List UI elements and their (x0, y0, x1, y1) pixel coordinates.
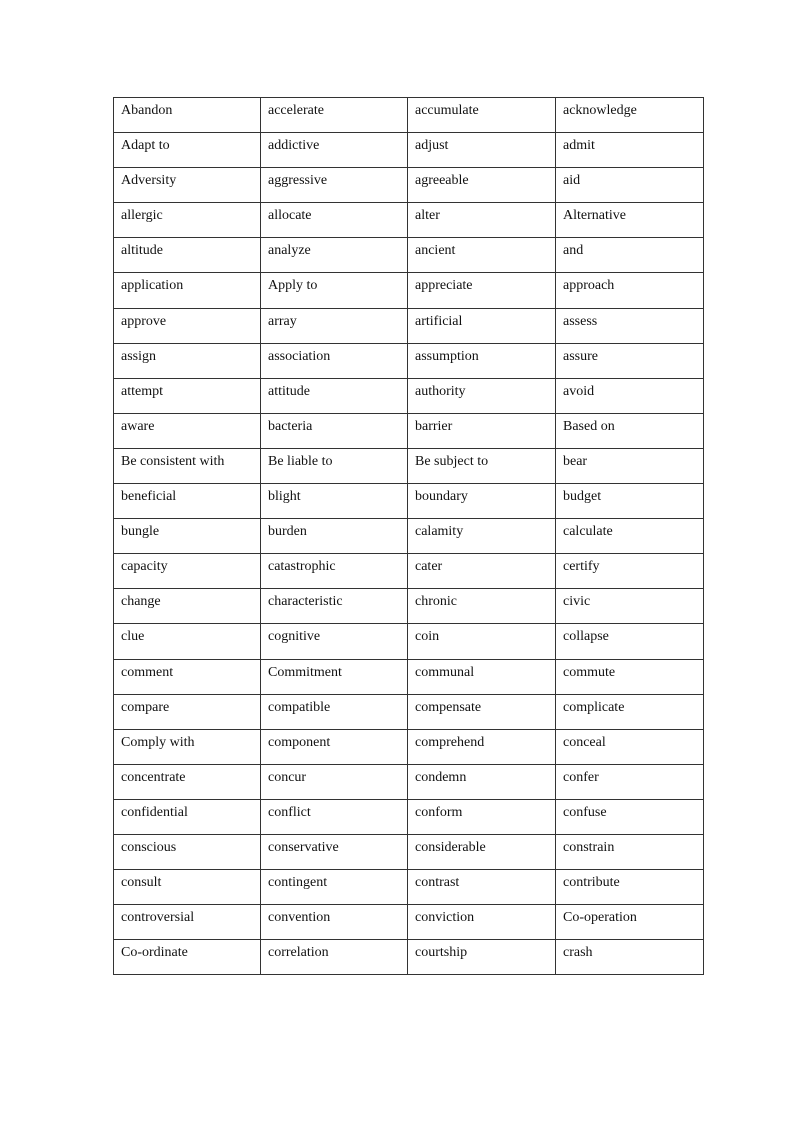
vocabulary-word: analyze (268, 243, 311, 259)
table-row (114, 519, 704, 554)
table-row (114, 308, 704, 343)
table-cell (408, 273, 556, 308)
vocabulary-word: addictive (268, 138, 320, 154)
table-row (114, 799, 704, 834)
table-cell (556, 484, 704, 519)
vocabulary-word: comprehend (415, 734, 485, 750)
vocabulary-word: burden (268, 524, 307, 540)
vocabulary-word: condemn (415, 769, 467, 785)
vocabulary-word: constrain (563, 839, 615, 855)
table-cell (556, 308, 704, 343)
table-cell (408, 448, 556, 483)
vocabulary-word: assumption (415, 348, 479, 364)
vocabulary-word: confer (563, 769, 599, 785)
vocabulary-word: approve (121, 313, 167, 329)
vocabulary-word: contribute (563, 875, 620, 891)
table-row (114, 834, 704, 869)
vocabulary-word: calculate (563, 524, 613, 540)
vocabulary-word: comment (121, 664, 174, 680)
table-cell (556, 168, 704, 203)
vocabulary-word: collapse (563, 629, 609, 645)
table-cell (114, 870, 261, 905)
table-cell (556, 870, 704, 905)
vocabulary-word: blight (268, 489, 301, 505)
vocabulary-word: Based on (563, 418, 615, 434)
vocabulary-word: assure (563, 348, 598, 364)
table-cell (114, 799, 261, 834)
table-cell (261, 834, 408, 869)
table-cell (261, 905, 408, 940)
vocabulary-word: allocate (268, 208, 312, 224)
vocabulary-word: beneficial (121, 489, 177, 505)
table-cell (556, 940, 704, 975)
table-cell (261, 659, 408, 694)
vocabulary-word: controversial (121, 910, 195, 926)
vocabulary-word: Co-ordinate (121, 945, 188, 961)
table-cell (114, 624, 261, 659)
vocabulary-word: Be subject to (415, 453, 489, 469)
vocabulary-word: Be consistent with (121, 453, 225, 469)
table-cell (114, 203, 261, 238)
table-cell (408, 98, 556, 133)
vocabulary-word: component (268, 734, 331, 750)
table-cell (261, 554, 408, 589)
vocabulary-word: bear (563, 453, 588, 469)
table-cell (408, 870, 556, 905)
vocabulary-word: concur (268, 769, 307, 785)
table-cell (556, 378, 704, 413)
vocabulary-word: clue (121, 629, 145, 645)
vocabulary-word: association (268, 348, 331, 364)
table-cell (114, 133, 261, 168)
vocabulary-word: cognitive (268, 629, 321, 645)
table-cell (261, 203, 408, 238)
vocabulary-word: accelerate (268, 103, 324, 118)
vocabulary-word: conform (415, 804, 463, 820)
vocabulary-table (113, 97, 704, 975)
table-cell (408, 484, 556, 519)
vocabulary-word: allergic (121, 208, 163, 224)
table-cell (556, 659, 704, 694)
vocabulary-word: compare (121, 699, 170, 715)
vocabulary-word: conflict (268, 804, 311, 820)
table-cell (114, 659, 261, 694)
vocabulary-word: Adapt to (121, 138, 170, 154)
table-cell (408, 624, 556, 659)
table-cell (114, 448, 261, 483)
table-cell (261, 378, 408, 413)
table-cell (261, 133, 408, 168)
table-cell (556, 729, 704, 764)
table-cell (408, 203, 556, 238)
vocabulary-word: admit (563, 138, 595, 154)
vocabulary-word: ancient (415, 243, 456, 259)
table-row (114, 168, 704, 203)
vocabulary-word: compensate (415, 699, 482, 715)
table-cell (408, 238, 556, 273)
vocabulary-word: attitude (268, 383, 310, 399)
table-cell (408, 905, 556, 940)
table-cell (261, 799, 408, 834)
table-cell (261, 624, 408, 659)
table-cell (556, 98, 704, 133)
vocabulary-word: communal (415, 664, 475, 680)
table-row (114, 729, 704, 764)
table-cell (114, 484, 261, 519)
vocabulary-word: aware (121, 418, 155, 434)
table-cell (556, 834, 704, 869)
table-cell (114, 694, 261, 729)
vocabulary-word: civic (563, 594, 591, 610)
vocabulary-word: aggressive (268, 173, 328, 189)
table-cell (114, 238, 261, 273)
vocabulary-word: Comply with (121, 734, 195, 750)
vocabulary-word: capacity (121, 559, 168, 575)
vocabulary-word: coin (415, 629, 440, 645)
table-cell (556, 519, 704, 554)
table-cell (556, 133, 704, 168)
table-cell (114, 343, 261, 378)
table-row (114, 589, 704, 624)
vocabulary-word: crash (563, 945, 593, 961)
vocabulary-word: catastrophic (268, 559, 336, 575)
vocabulary-word: courtship (415, 945, 468, 961)
table-row (114, 624, 704, 659)
vocabulary-word: acknowledge (563, 103, 637, 118)
table-cell (261, 484, 408, 519)
table-cell (408, 133, 556, 168)
table-cell (261, 238, 408, 273)
vocabulary-word: application (121, 278, 184, 294)
table-row (114, 764, 704, 799)
vocabulary-word: change (121, 594, 161, 610)
vocabulary-word: appreciate (415, 278, 473, 294)
table-row (114, 98, 704, 133)
vocabulary-word: aid (563, 173, 581, 189)
table-cell (556, 764, 704, 799)
table-cell (556, 554, 704, 589)
table-cell (114, 273, 261, 308)
table-row (114, 413, 704, 448)
table-cell (114, 834, 261, 869)
vocabulary-word: agreeable (415, 173, 469, 189)
table-row (114, 448, 704, 483)
table-cell (556, 343, 704, 378)
table-cell (114, 413, 261, 448)
table-cell (114, 98, 261, 133)
table-row (114, 870, 704, 905)
vocabulary-word: approach (563, 278, 615, 294)
vocabulary-word: barrier (415, 418, 453, 434)
table-cell (408, 589, 556, 624)
table-cell (408, 378, 556, 413)
table-row (114, 203, 704, 238)
table-cell (556, 799, 704, 834)
table-cell (408, 343, 556, 378)
table-cell (261, 343, 408, 378)
vocabulary-word: Alternative (563, 208, 626, 224)
table-cell (408, 308, 556, 343)
table-row (114, 238, 704, 273)
vocabulary-word: avoid (563, 383, 595, 399)
vocabulary-word: Co-operation (563, 910, 637, 926)
table-row (114, 273, 704, 308)
table-cell (261, 98, 408, 133)
vocabulary-word: contrast (415, 875, 460, 891)
vocabulary-word: array (268, 313, 297, 329)
table-cell (261, 729, 408, 764)
vocabulary-word: conscious (121, 839, 177, 855)
table-row (114, 133, 704, 168)
table-cell (114, 589, 261, 624)
table-cell (261, 448, 408, 483)
vocabulary-word: alter (415, 208, 440, 224)
table-cell (556, 589, 704, 624)
table-row (114, 940, 704, 975)
table-row (114, 378, 704, 413)
vocabulary-word: considerable (415, 839, 486, 855)
table-cell (556, 448, 704, 483)
table-cell (114, 905, 261, 940)
table-row (114, 659, 704, 694)
table-cell (556, 273, 704, 308)
vocabulary-word: conceal (563, 734, 606, 750)
vocabulary-word: Apply to (268, 278, 318, 294)
table-cell (556, 413, 704, 448)
vocabulary-word: calamity (415, 524, 464, 540)
vocabulary-word: bacteria (268, 418, 313, 434)
table-row (114, 554, 704, 589)
vocabulary-word: characteristic (268, 594, 343, 610)
vocabulary-word: attempt (121, 383, 163, 399)
table-cell (408, 659, 556, 694)
table-cell (556, 238, 704, 273)
table-cell (261, 940, 408, 975)
table-row (114, 905, 704, 940)
table-cell (261, 589, 408, 624)
table-row (114, 343, 704, 378)
vocabulary-word: confuse (563, 804, 607, 820)
table-cell (114, 729, 261, 764)
table-cell (114, 940, 261, 975)
table-cell (261, 308, 408, 343)
vocabulary-word: Commitment (268, 664, 342, 680)
table-cell (408, 729, 556, 764)
vocabulary-word: adjust (415, 138, 449, 154)
vocabulary-word: budget (563, 489, 602, 505)
vocabulary-word: consult (121, 875, 162, 891)
table-cell (408, 834, 556, 869)
vocabulary-word: confidential (121, 804, 188, 820)
vocabulary-word: Be liable to (268, 453, 333, 469)
table-cell (114, 378, 261, 413)
table-cell (556, 905, 704, 940)
table-cell (556, 624, 704, 659)
vocabulary-word: assign (121, 348, 156, 364)
vocabulary-word: altitude (121, 243, 163, 259)
vocabulary-word: chronic (415, 594, 457, 610)
table-cell (261, 519, 408, 554)
vocabulary-word: commute (563, 664, 616, 680)
table-cell (114, 764, 261, 799)
vocabulary-word: Adversity (121, 173, 177, 189)
table-cell (261, 694, 408, 729)
vocabulary-word: conviction (415, 910, 475, 926)
vocabulary-word: authority (415, 383, 466, 399)
vocabulary-word: contingent (268, 875, 328, 891)
vocabulary-word: bungle (121, 524, 160, 540)
table-cell (261, 168, 408, 203)
table-cell (556, 694, 704, 729)
vocabulary-word: assess (563, 313, 598, 329)
table-cell (114, 519, 261, 554)
vocabulary-word: correlation (268, 945, 329, 961)
vocabulary-word: and (563, 243, 584, 259)
table-cell (114, 554, 261, 589)
table-cell (114, 308, 261, 343)
table-cell (408, 940, 556, 975)
vocabulary-word: compatible (268, 699, 331, 715)
table-row (114, 484, 704, 519)
table-cell (408, 519, 556, 554)
table-row (114, 694, 704, 729)
table-cell (408, 554, 556, 589)
vocabulary-table-body (114, 98, 704, 975)
table-cell (261, 764, 408, 799)
table-cell (261, 273, 408, 308)
table-cell (261, 870, 408, 905)
table-cell (408, 694, 556, 729)
vocabulary-word: boundary (415, 489, 468, 505)
table-cell (408, 168, 556, 203)
table-cell (408, 413, 556, 448)
vocabulary-word: complicate (563, 699, 625, 715)
table-cell (408, 764, 556, 799)
vocabulary-word: accumulate (415, 103, 479, 118)
vocabulary-word: cater (415, 559, 443, 575)
table-cell (261, 413, 408, 448)
table-cell (114, 168, 261, 203)
table-cell (556, 203, 704, 238)
vocabulary-word: certify (563, 559, 600, 575)
vocabulary-word: artificial (415, 313, 463, 329)
vocabulary-word: conservative (268, 839, 339, 855)
table-cell (408, 799, 556, 834)
vocabulary-word: Abandon (121, 103, 173, 118)
vocabulary-word: concentrate (121, 769, 186, 785)
vocabulary-word: convention (268, 910, 331, 926)
